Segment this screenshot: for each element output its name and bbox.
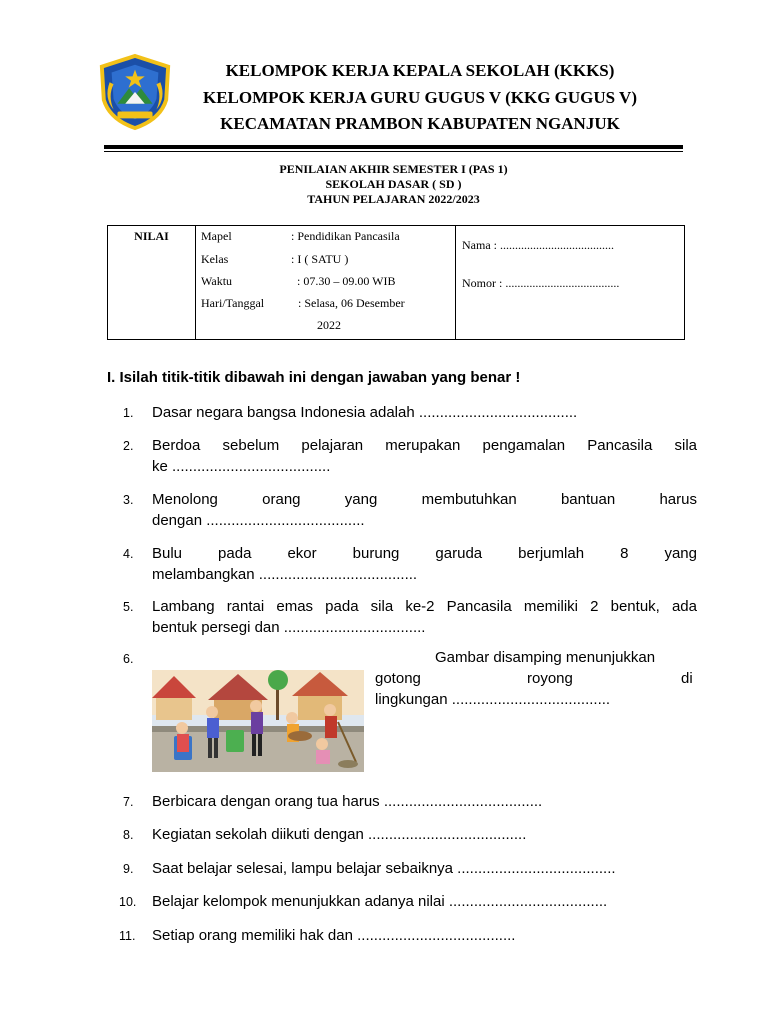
question-number: 9. [123,862,134,876]
question-9 [0,858,768,879]
question-text-line-2[interactable]: melambangkan ...................................... [152,566,418,583]
question-text-line-3[interactable]: lingkungan ...................................... [375,691,611,708]
question-text-word: di [681,670,693,687]
question-8 [0,824,768,845]
question-text[interactable]: Saat belajar selesai, lampu belajar sebaiknya ...................................... [152,860,616,877]
question-text-line-2[interactable]: bentuk persegi dan .................................. [152,619,426,636]
question-text-line-1: Bulu pada ekor burung garuda berjumlah 8 yang [152,545,697,562]
header-line-3: KECAMATAN PRAMBON KABUPATEN NGANJUK [220,114,620,133]
kelas-value: : I ( SATU ) [291,252,349,266]
question-number: 10. [119,895,137,909]
question-text-line-1: Gambar disamping menunjukkan [435,649,656,666]
question-10 [0,891,768,912]
question-number: 1. [123,406,134,420]
header-line-1: KELOMPOK KERJA KEPALA SEKOLAH (KKKS) [225,61,615,80]
question-text[interactable]: Belajar kelompok menunjukkan adanya nilai ...................................... [152,893,608,910]
header-line-2: KELOMPOK KERJA GURU GUGUS V (KKG GUGUS V) [202,88,637,107]
nomor-field[interactable]: Nomor : ...................................... [462,276,620,290]
header-divider-thin [104,151,683,152]
question-number: 2. [123,439,134,453]
question-number: 3. [123,493,134,507]
exam-title-2: SEKOLAH DASAR ( SD ) [325,177,462,191]
question-number: 11. [119,929,136,943]
question-3 [0,489,768,531]
kelas-label: Kelas [201,252,229,266]
question-text-line-2[interactable]: ke ...................................... [152,458,331,475]
question-number: 7. [123,795,134,809]
waktu-label: Waktu [201,274,233,288]
question-number: 8. [123,828,134,842]
info-table [107,225,685,340]
gotong-royong-illustration [152,670,364,772]
question-1 [0,402,768,423]
section-title: I. Isilah titik-titik dibawah ini dengan jawaban yang benar ! [107,369,521,386]
hari-value-year: 2022 [317,318,341,332]
question-text-line-1: Menolong orang yang membutuhkan bantuan harus [152,491,697,508]
nilai-label: NILAI [134,229,169,243]
table-divider [455,226,456,339]
question-text[interactable]: Setiap orang memiliki hak dan ...................................... [152,927,516,944]
regency-crest-icon [96,53,174,131]
question-text[interactable]: Kegiatan sekolah diikuti dengan ...................................... [152,826,527,843]
waktu-value: : 07.30 – 09.00 WIB [297,274,396,288]
exam-title-1: PENILAIAN AKHIR SEMESTER I (PAS 1) [279,162,508,176]
question-text[interactable]: Berbicara dengan orang tua harus ...................................... [152,793,543,810]
mapel-label: Mapel [201,229,232,243]
hari-value: : Selasa, 06 Desember [298,296,405,310]
question-7 [0,791,768,812]
question-11 [0,925,768,946]
question-text-word: royong [527,670,573,687]
question-2 [0,435,768,477]
question-text-line-2[interactable]: dengan ...................................... [152,512,365,529]
question-number: 4. [123,547,134,561]
question-5 [0,596,768,638]
mapel-value: : Pendidikan Pancasila [291,229,400,243]
question-text-line-1: Berdoa sebelum pelajaran merupakan pengamalan Pancasila sila [152,437,697,454]
question-4 [0,543,768,585]
question-text-word: gotong [375,670,421,687]
hari-label: Hari/Tanggal [201,296,265,310]
question-number: 5. [123,600,134,614]
question-number: 6. [123,652,134,666]
question-text[interactable]: Dasar negara bangsa Indonesia adalah ...................................... [152,404,578,421]
header-divider-thick [104,145,683,149]
question-text-line-1: Lambang rantai emas pada sila ke-2 Pancasila memiliki 2 bentuk, ada [152,598,697,615]
nama-field[interactable]: Nama : ...................................... [462,238,614,252]
table-divider [195,226,196,339]
exam-title-3: TAHUN PELAJARAN 2022/2023 [307,192,480,206]
